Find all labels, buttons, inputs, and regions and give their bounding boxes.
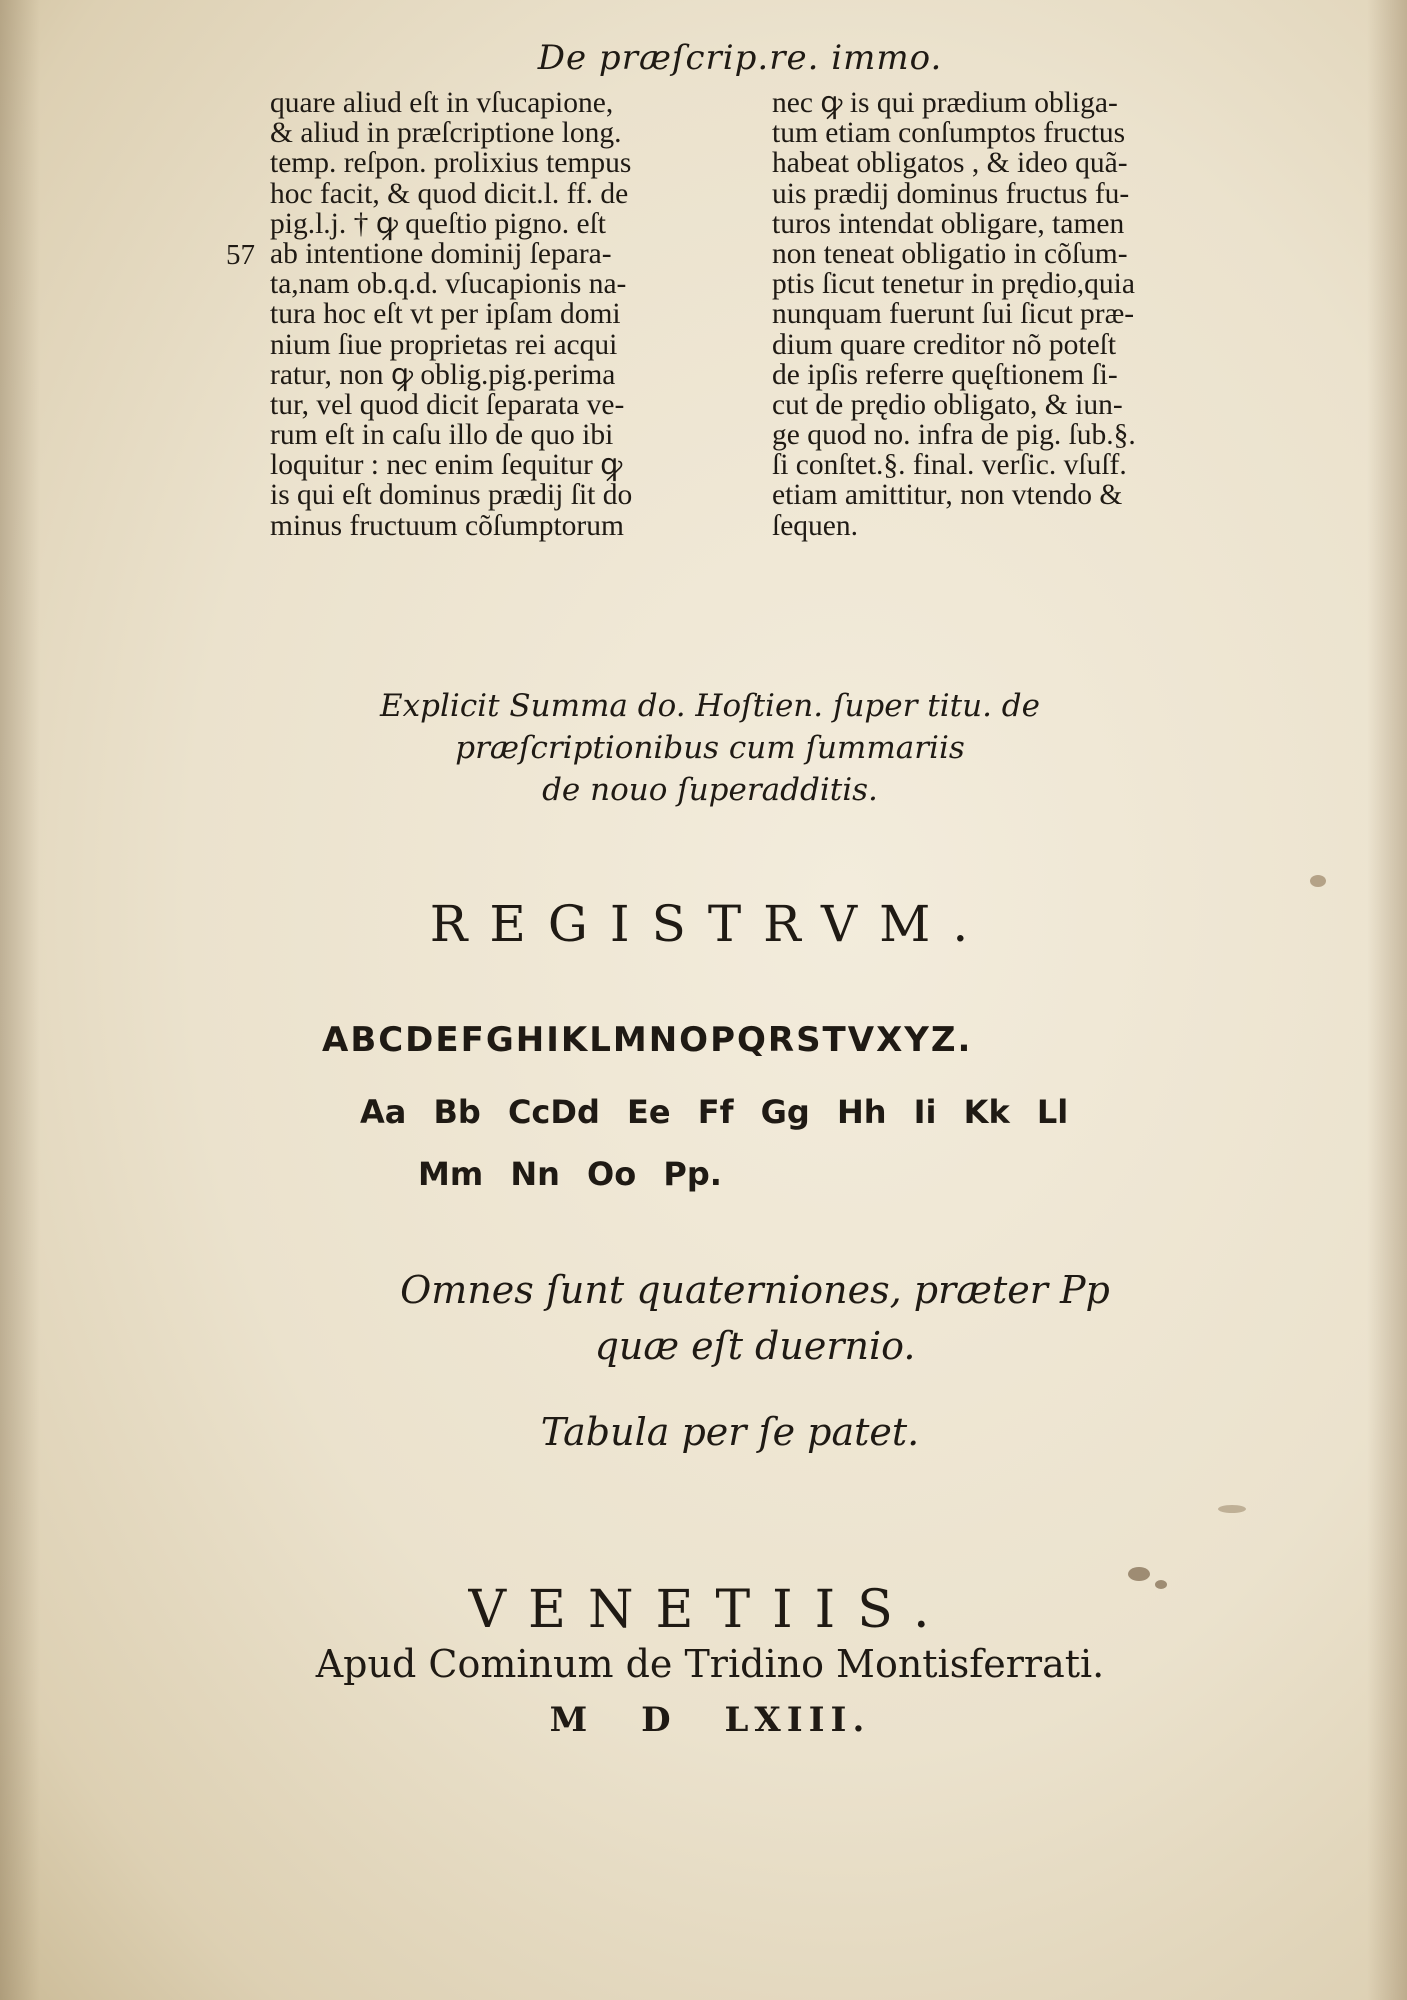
text-line: ta,nam ob.q.d. vſucapionis na-	[270, 268, 627, 301]
text-line: cut de prędio obligato, & iun-	[772, 388, 1123, 421]
text-line: nium ſiue proprietas rei acqui	[270, 328, 618, 361]
left-text-column	[270, 88, 740, 541]
text-line: quare aliud eſt in vſucapione,	[270, 87, 614, 119]
margin-note: 57	[226, 239, 255, 271]
right-text-column	[772, 88, 1262, 541]
imprint-printer: Apud Cominum de Tridino Montisferrati.	[315, 1642, 1105, 1686]
ink-stain	[1218, 1505, 1246, 1513]
text-line: tura hoc eſt vt per ipſam domi	[270, 298, 621, 331]
explicit-line: de nouo ſuperadditis.	[542, 772, 878, 808]
text-line: ge quod no. infra de pig. ſub.§.	[772, 419, 1136, 452]
text-line: etiam amittitur, non vtendo &	[772, 479, 1123, 512]
text-line: ptis ſicut tenetur in prędio,quia	[772, 268, 1135, 301]
tabula-note: Tabula per ſe patet.	[540, 1410, 920, 1454]
text-line: ab intentione dominij ſepara-	[270, 237, 612, 270]
text-line: loquitur : nec enim ſequitur ꝙ	[270, 449, 623, 482]
text-line: non teneat obligatio in cõſum-	[772, 237, 1128, 270]
text-line: minus fructuum cõſumptorum	[270, 509, 624, 542]
right-edge-shadow	[1367, 0, 1407, 2000]
text-line: nec ꝙ is qui prædium obliga-	[772, 87, 1118, 119]
signature-pairs-line2: Mm Nn Oo Pp.	[418, 1155, 722, 1193]
running-head: De præſcrip.re. immo.	[537, 38, 943, 78]
left-edge-shadow	[0, 0, 40, 2000]
imprint-city: VENETIIS.	[468, 1580, 952, 1640]
text-line: tum etiam conſumptos fructus	[772, 117, 1126, 150]
text-line: & aliud in præſcriptione long.	[270, 117, 622, 150]
text-line: ratur, non ꝙ oblig.pig.perima	[270, 358, 616, 391]
text-line: uis prædij dominus fructus fu-	[772, 177, 1130, 210]
text-line: nunquam fuerunt ſui ſicut præ-	[772, 298, 1135, 331]
signature-pairs-line1: Aa Bb CcDd Ee Ff Gg Hh Ii Kk Ll	[360, 1093, 1069, 1131]
text-line: is qui eſt dominus prædij ſit do	[270, 479, 633, 512]
ink-stain	[1128, 1567, 1150, 1581]
imprint-year: M D LXIII.	[549, 1700, 871, 1740]
text-line: pig.l.j. † ꝙ queſtio pigno. eſt	[270, 207, 606, 240]
ink-stain	[1310, 875, 1326, 887]
gathering-note-line: quæ eſt duernio.	[594, 1324, 916, 1368]
text-line: ſequen.	[772, 509, 859, 542]
text-line: temp. reſpon. prolixius tempus	[270, 147, 632, 180]
gathering-note	[380, 1262, 1130, 1374]
registrum-title: REGISTRVM.	[429, 895, 991, 953]
ink-stain	[1155, 1580, 1167, 1589]
explicit-line: præſcriptionibus cum ſummariis	[455, 730, 965, 766]
text-line: turos intendat obligare, tamen	[772, 207, 1125, 240]
explicit-colophon	[300, 685, 1120, 811]
gathering-note-line: Omnes ſunt quaterniones, præter Pp	[400, 1268, 1110, 1312]
text-line: tur, vel quod dicit ſeparata ve-	[270, 388, 625, 421]
signature-alphabet: ABCDEFGHIKLMNOPQRSTVXYZ.	[322, 1020, 973, 1060]
text-line: dium quare creditor nõ poteſt	[772, 328, 1117, 361]
text-line: hoc facit, & quod dicit.l. ff. de	[270, 177, 629, 210]
text-line: ſi conſtet.§. final. verſic. vſuſf.	[772, 449, 1127, 482]
text-line: de ipſis referre quęſtionem ſi-	[772, 358, 1118, 391]
text-line: rum eſt in caſu illo de quo ibi	[270, 419, 614, 452]
text-line: habeat obligatos , & ideo quã-	[772, 147, 1128, 180]
explicit-line: Explicit Summa do. Hoſtien. ſuper titu. de	[380, 688, 1040, 724]
